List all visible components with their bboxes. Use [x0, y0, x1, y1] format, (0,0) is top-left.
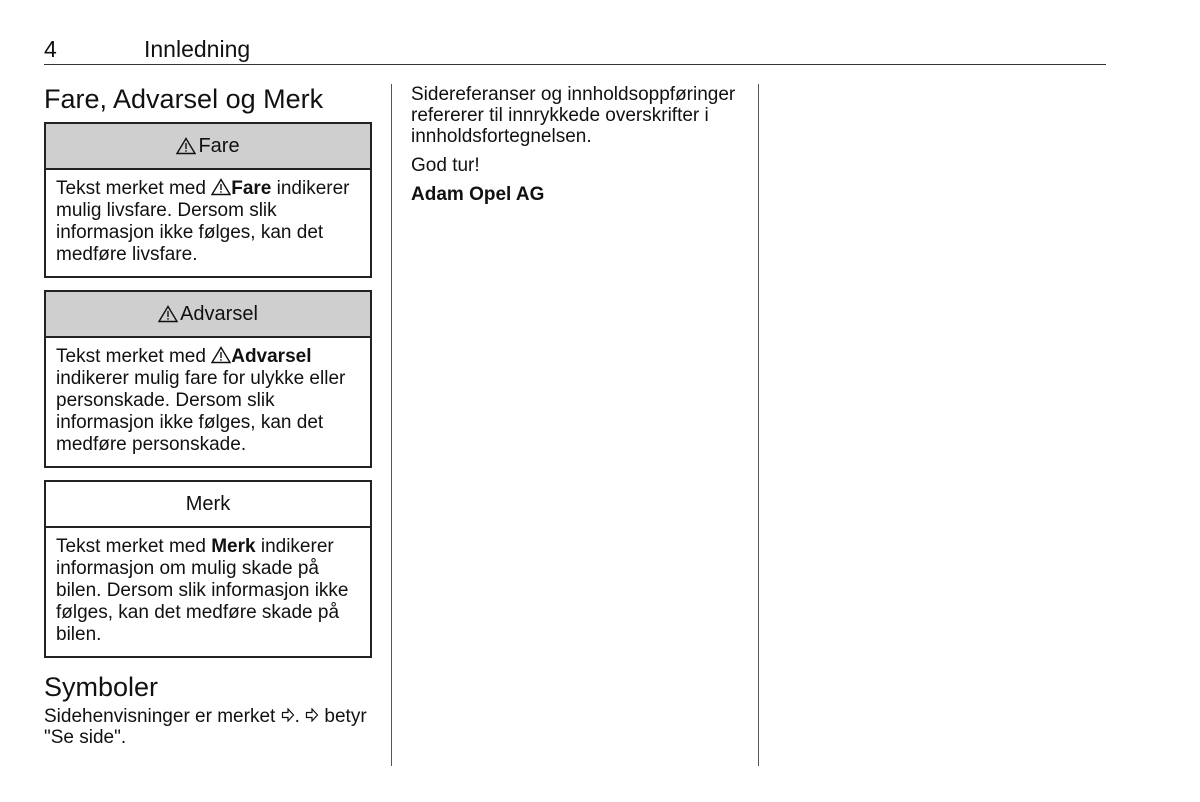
- fare-box: [44, 122, 372, 278]
- greeting: God tur!: [411, 155, 480, 176]
- advarsel-box-header: [46, 292, 370, 338]
- fare-box-title: Fare: [198, 134, 240, 157]
- warning-triangle-icon: [158, 305, 178, 323]
- signature: Adam Opel AG: [411, 184, 545, 205]
- merk-box-title: Merk: [185, 492, 231, 515]
- page-header: [44, 34, 1106, 65]
- symbols-text: Sidehenvisninger er merket . betyr "Se side".: [44, 706, 367, 748]
- references-paragraph: Sidereferanser og innholdsoppføringer refererer til innrykkede overskrifter i innholdsfortegnelsen.: [411, 84, 736, 147]
- fare-box-body: Tekst merket med Fare indikerer mulig livsfare. Dersom slik informasjon ikke følges, kan det medføre livsfare.: [56, 178, 350, 265]
- middle-column: [411, 84, 741, 213]
- column-divider: [758, 84, 759, 766]
- warning-triangle-icon: [176, 137, 196, 155]
- fare-box-header: [46, 124, 370, 170]
- page-reference-arrow-icon: [281, 708, 295, 722]
- advarsel-box-title: Advarsel: [180, 302, 258, 325]
- advarsel-box-body: Tekst merket med Advarsel indikerer mulig fare for ulykke eller personskade. Dersom slik informasjon ikke følges, kan det medføre personskade.: [56, 346, 346, 455]
- section-title: Innledning: [144, 36, 251, 62]
- main-heading: Fare, Advarsel og Merk: [44, 84, 324, 114]
- merk-box: [44, 480, 372, 658]
- fare-keyword: Fare: [231, 178, 272, 199]
- advarsel-keyword: Advarsel: [231, 346, 312, 367]
- symbols-heading: Symboler: [44, 672, 159, 702]
- warning-triangle-icon: [211, 178, 231, 196]
- merk-keyword: Merk: [211, 536, 256, 557]
- warning-triangle-icon: [211, 346, 231, 364]
- merk-box-body: Tekst merket med Merk indikerer informasjon om mulig skade på bilen. Dersom slik informasjon ikke følges, kan det medføre skade på bilen.: [56, 536, 349, 645]
- advarsel-box: [44, 290, 372, 468]
- merk-box-header: [46, 482, 370, 528]
- page-reference-arrow-icon: [305, 708, 319, 722]
- left-column: [44, 84, 372, 756]
- column-divider: [391, 84, 392, 766]
- page-number: 4: [44, 36, 57, 62]
